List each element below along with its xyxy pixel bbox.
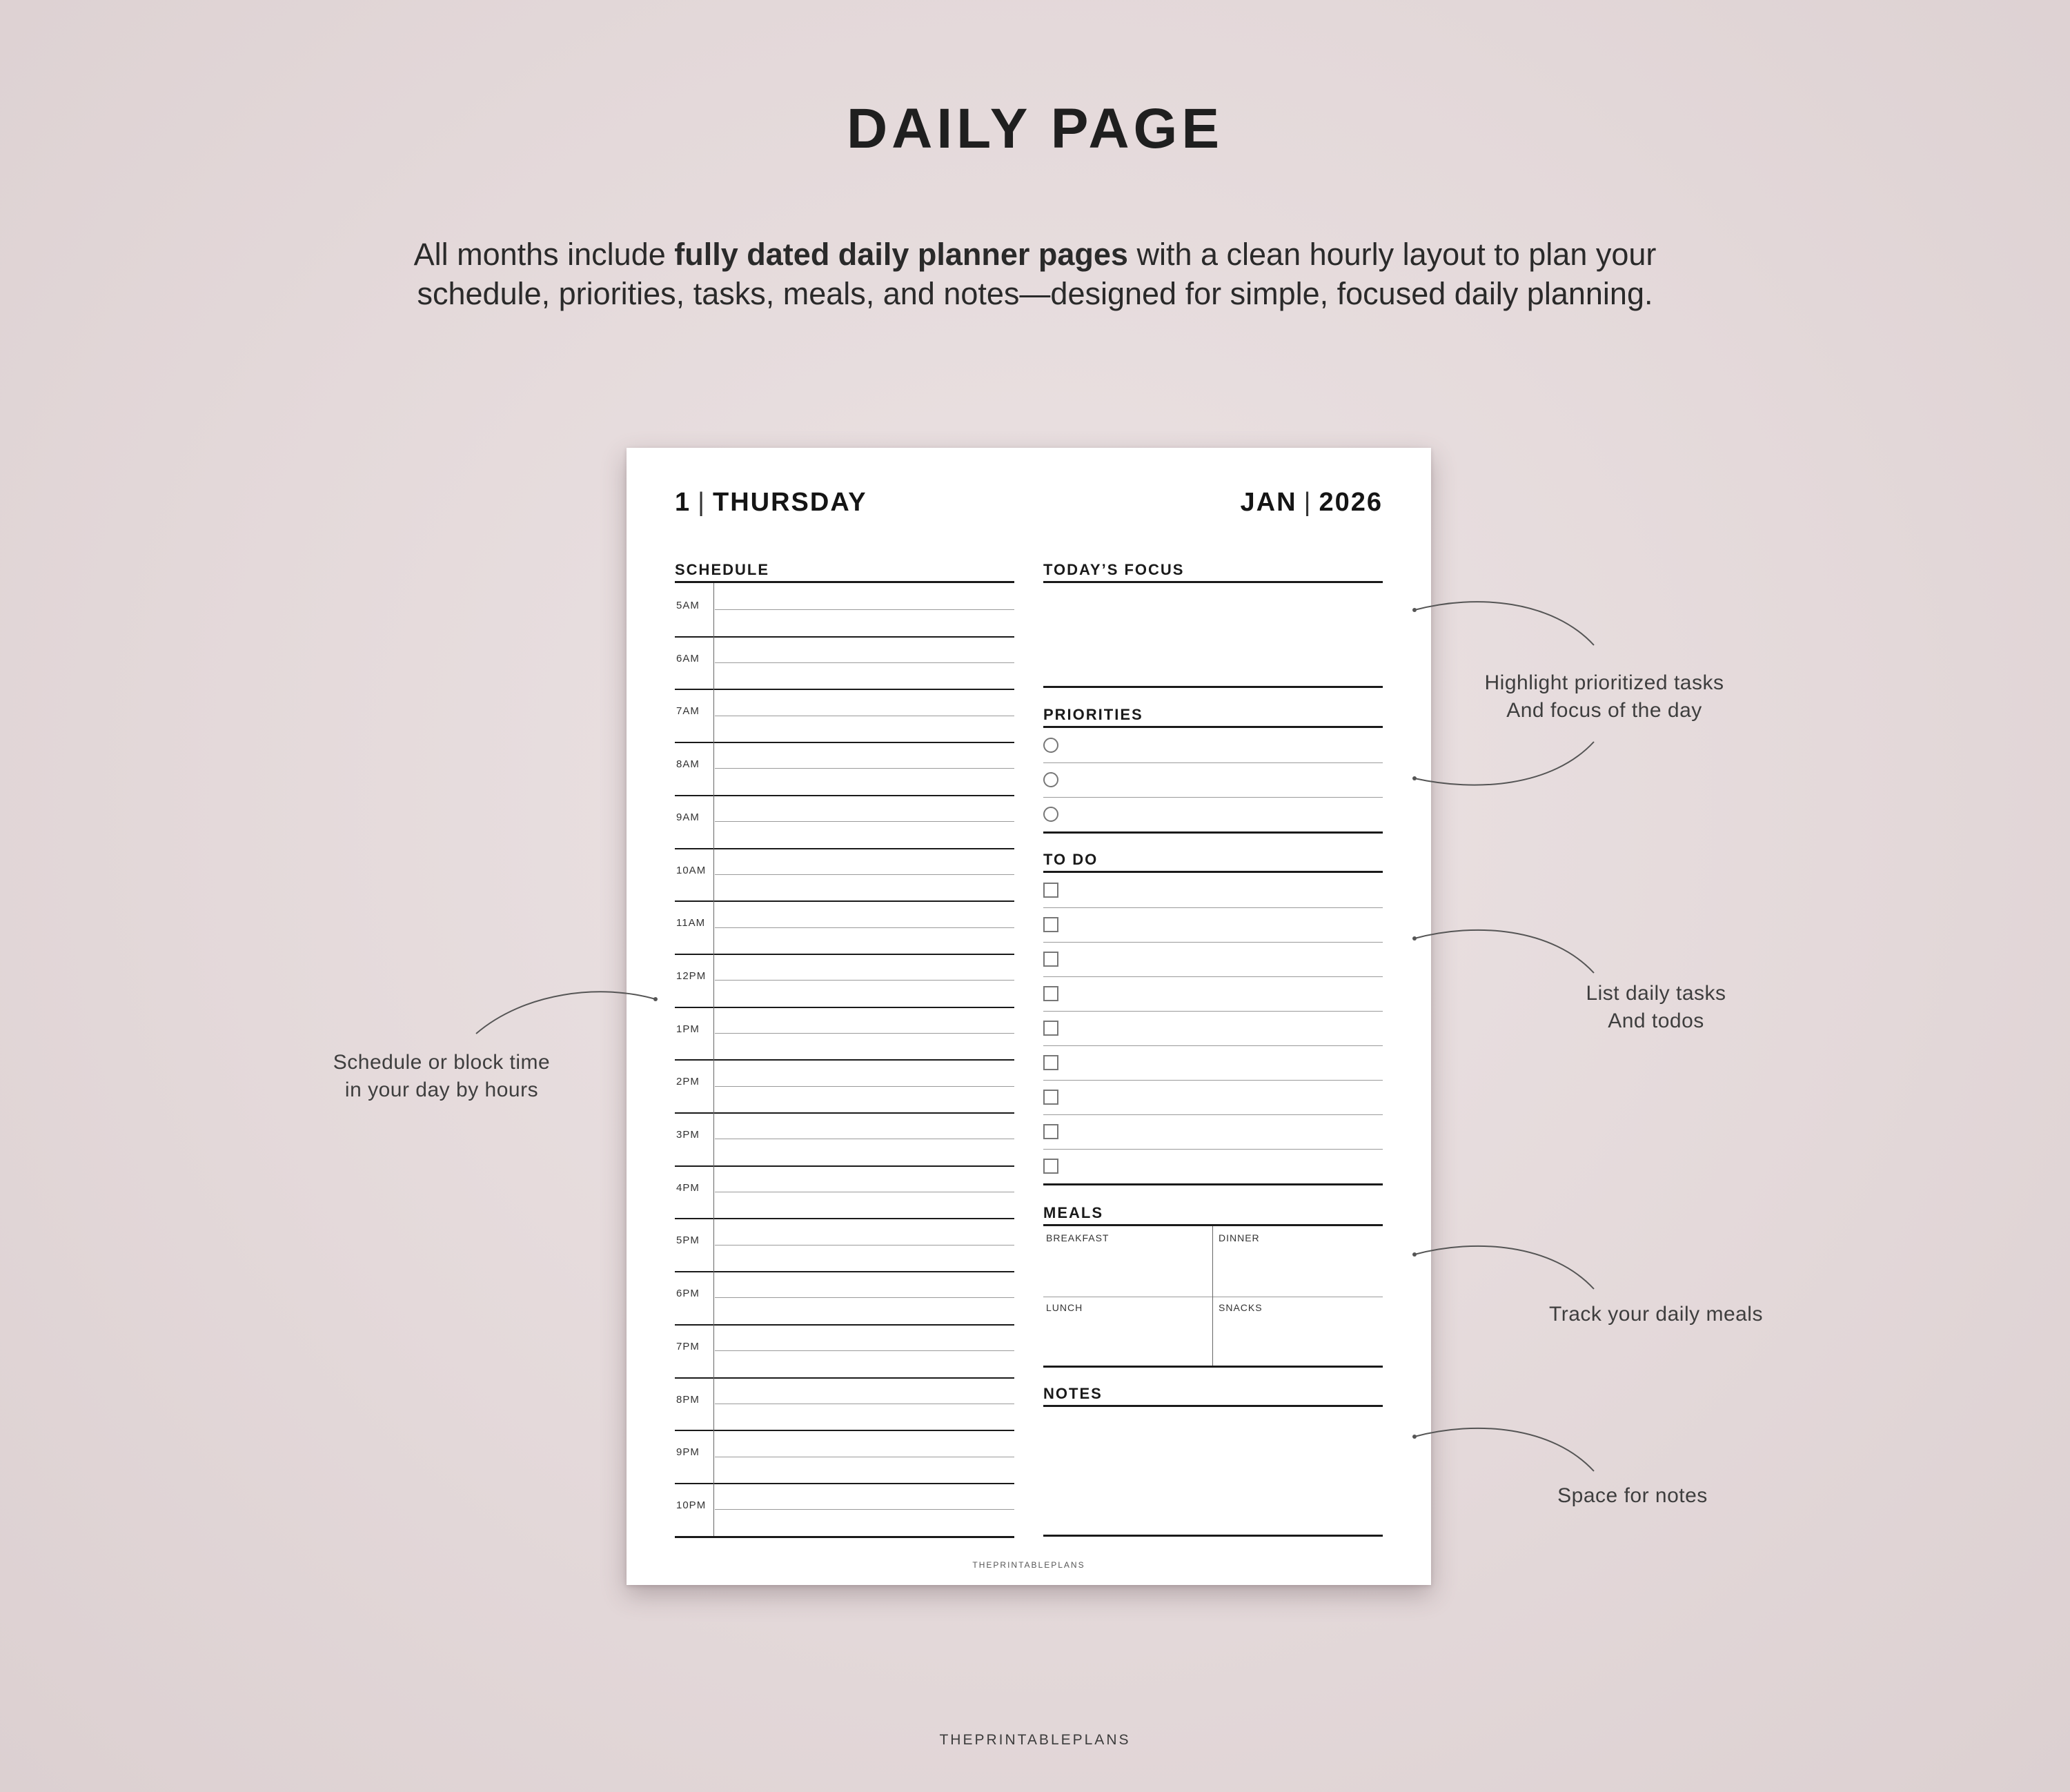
annotation-schedule-line-2: in your day by hours [344,1079,539,1101]
half-hour-line [715,1033,1014,1034]
hour-label: 3PM [676,1129,700,1141]
priority-checkbox[interactable] [1043,807,1058,822]
hour-label: 11AM [676,917,706,929]
priority-line [1043,797,1383,798]
hour-line [675,795,1014,796]
todo-line [1043,976,1383,977]
todo-line [1043,1080,1383,1081]
leader-todo [1414,930,1594,973]
half-hour-line [715,980,1014,981]
todo-line [1043,1114,1383,1115]
todo-checkbox[interactable] [1043,1090,1058,1105]
focus-bottom-rule [1043,686,1383,688]
hour-line [675,1324,1014,1326]
half-hour-line [715,609,1014,610]
half-hour-line [715,1509,1014,1510]
half-hour-line [715,874,1014,875]
meal-lunch-label: LUNCH [1046,1302,1083,1313]
hour-line [675,848,1014,849]
priority-checkbox[interactable] [1043,738,1058,753]
annotation-todo-line-1: List daily tasks [1586,982,1726,1005]
half-hour-line [715,768,1014,769]
hour-line [675,1112,1014,1114]
hour-label: 10AM [676,864,707,876]
todo-line [1043,907,1383,908]
hour-line [675,1271,1014,1272]
hour-label: 6PM [676,1288,700,1300]
annotation-todo [1518,980,1794,1035]
priority-line [1043,762,1383,763]
planner-sheet [627,448,1431,1585]
annotation-focus-line-2: And focus of the day [1506,699,1702,722]
day-header: 1 | THURSDAY [675,488,867,517]
focus-heading: TODAY’S FOCUS [1043,561,1185,578]
notes-heading: NOTES [1043,1385,1103,1402]
year: 2026 [1319,488,1383,517]
todo-line [1043,1149,1383,1150]
leader-focus-bottom [1414,742,1594,785]
hour-line [675,1377,1014,1379]
hour-label: 12PM [676,969,707,982]
half-hour-line [715,1297,1014,1298]
hour-label: 8PM [676,1393,700,1406]
todo-checkbox[interactable] [1043,1055,1058,1070]
priorities-heading: PRIORITIES [1043,706,1143,723]
annotation-meals [1483,1301,1828,1328]
month-header: JAN | 2026 [1240,488,1383,517]
hour-line [675,1007,1014,1008]
sheet-footer: THEPRINTABLEPLANS [972,1560,1085,1570]
todo-checkbox[interactable] [1043,1124,1058,1139]
hour-line [675,636,1014,638]
time-column-divider [713,583,714,1536]
half-hour-line [715,662,1014,663]
hour-line [675,1165,1014,1167]
todo-checkbox[interactable] [1043,1021,1058,1036]
annotation-notes-line-1: Space for notes [1557,1484,1708,1507]
half-hour-line [715,1086,1014,1087]
intro-text [373,235,1697,313]
focus-heading-rule [1043,581,1383,583]
weekday: THURSDAY [713,488,867,517]
meals-bottom-rule [1043,1366,1383,1368]
todo-checkbox[interactable] [1043,883,1058,898]
hour-label: 10PM [676,1499,707,1511]
schedule-heading: SCHEDULE [675,561,770,578]
priority-checkbox[interactable] [1043,772,1058,787]
meals-heading: MEALS [1043,1204,1103,1221]
month: JAN [1240,488,1297,517]
todo-heading-rule [1043,871,1383,873]
leader-meals [1414,1246,1594,1289]
half-hour-line [715,927,1014,928]
todo-checkbox[interactable] [1043,986,1058,1001]
todo-line [1043,1045,1383,1046]
todo-line [1043,1183,1383,1185]
todo-line [1043,942,1383,943]
intro-text-start: All months include [413,237,675,272]
hour-label: 1PM [676,1023,700,1035]
meal-snacks-label: SNACKS [1219,1302,1263,1313]
page-footer: THEPRINTABLEPLANS [939,1732,1131,1748]
hour-label: 7PM [676,1340,700,1352]
hour-label: 5AM [676,600,700,611]
priority-line [1043,831,1383,834]
hour-label: 8AM [676,758,700,771]
hour-line [675,1430,1014,1431]
schedule-heading-rule [675,581,1014,583]
hour-label: 7AM [676,705,700,718]
todo-heading: TO DO [1043,851,1098,868]
hour-label: 4PM [676,1181,700,1194]
half-hour-line [715,1350,1014,1351]
hour-line [675,1536,1014,1538]
meals-heading-rule [1043,1224,1383,1226]
hour-label: 9PM [676,1446,700,1459]
hour-label: 5PM [676,1234,700,1247]
half-hour-line [715,821,1014,822]
annotation-focus [1421,669,1787,725]
hour-line [675,1483,1014,1484]
intro-text-end: with a clean hourly layout to plan your schedule, priorities, tasks, meals, and notes—designed for simple, focused daily planning. [417,237,1657,311]
page-title: DAILY PAGE [846,97,1224,160]
meal-breakfast-label: BREAKFAST [1046,1232,1110,1243]
todo-checkbox[interactable] [1043,952,1058,967]
hour-line [675,689,1014,690]
priorities-heading-rule [1043,726,1383,728]
meals-divider [1212,1226,1213,1366]
annotation-meals-line-1: Track your daily meals [1549,1303,1763,1326]
annotation-notes [1495,1482,1771,1510]
annotation-focus-line-1: Highlight prioritized tasks [1484,671,1724,694]
hour-line [675,1059,1014,1061]
hour-label: 2PM [676,1076,700,1088]
intro-text-bold: fully dated daily planner pages [674,237,1128,272]
hour-line [675,900,1014,902]
meal-dinner-label: DINNER [1219,1232,1260,1243]
notes-bottom-rule [1043,1535,1383,1537]
todo-checkbox[interactable] [1043,1159,1058,1174]
hour-line [675,742,1014,743]
todo-checkbox[interactable] [1043,917,1058,932]
annotation-schedule [290,1049,593,1104]
hour-label: 9AM [676,811,700,823]
annotation-schedule-line-1: Schedule or block time [333,1051,551,1074]
todo-line [1043,1011,1383,1012]
leader-notes [1414,1428,1594,1471]
annotation-todo-line-2: And todos [1608,1010,1704,1032]
hour-line [675,1218,1014,1219]
hour-label: 6AM [676,652,700,664]
leader-focus-top [1414,602,1594,645]
hour-line [675,954,1014,955]
day-number: 1 [675,488,691,517]
notes-heading-rule [1043,1405,1383,1407]
